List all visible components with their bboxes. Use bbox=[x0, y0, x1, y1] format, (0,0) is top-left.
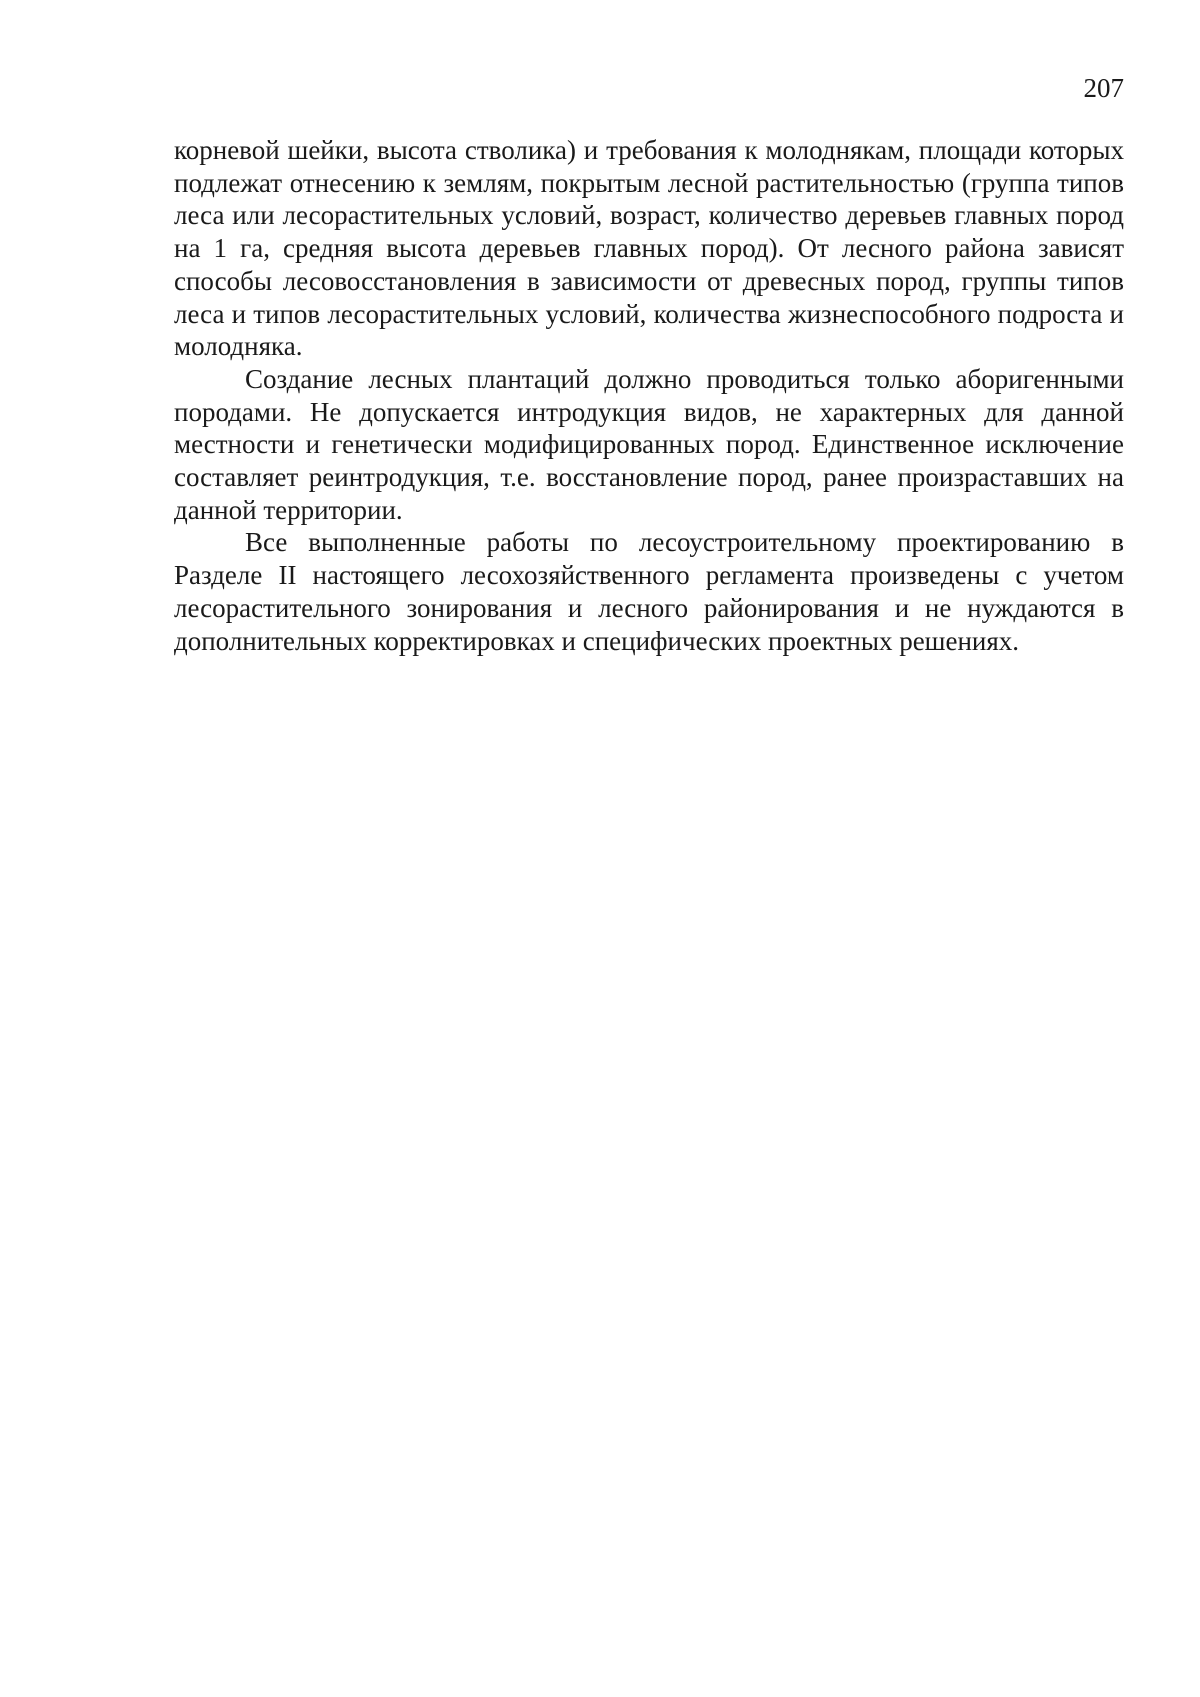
paragraph-forest-planning: Все выполненные работы по лесоустроительному проектированию в Разделе II настоящего лесохозяйственного регламента произведены с учетом лесорастительного зонирования и лесного районирования и не нуждаются в дополнительных корректировках и специфических проектных решениях. bbox=[174, 527, 1124, 656]
body-text bbox=[174, 134, 1124, 657]
paragraph-plantations: Создание лесных плантаций должно проводиться только аборигенными породами. Не допускается интродукция видов, не характерных для данной местности и генетически модифицированных пород. Единственное исключение составляет реинтродукция, т.е. восстановление пород, ранее произраставших на данной территории. bbox=[174, 363, 1124, 525]
page-number: 207 bbox=[1083, 73, 1124, 103]
paragraph-continuation: корневой шейки, высота стволика) и требования к молоднякам, площади которых подлежат отнесению к землям, покрытым лесной растительностью (группа типов леса или лесорастительных условий, возраст, количество деревьев главных пород на 1 га, средняя высота деревьев главных пород). От лесного района зависят способы лесовосстановления в зависимости от древесных пород, группы типов леса и типов лесорастительных условий, количества жизнеспособного подроста и молодняка. bbox=[174, 135, 1124, 362]
